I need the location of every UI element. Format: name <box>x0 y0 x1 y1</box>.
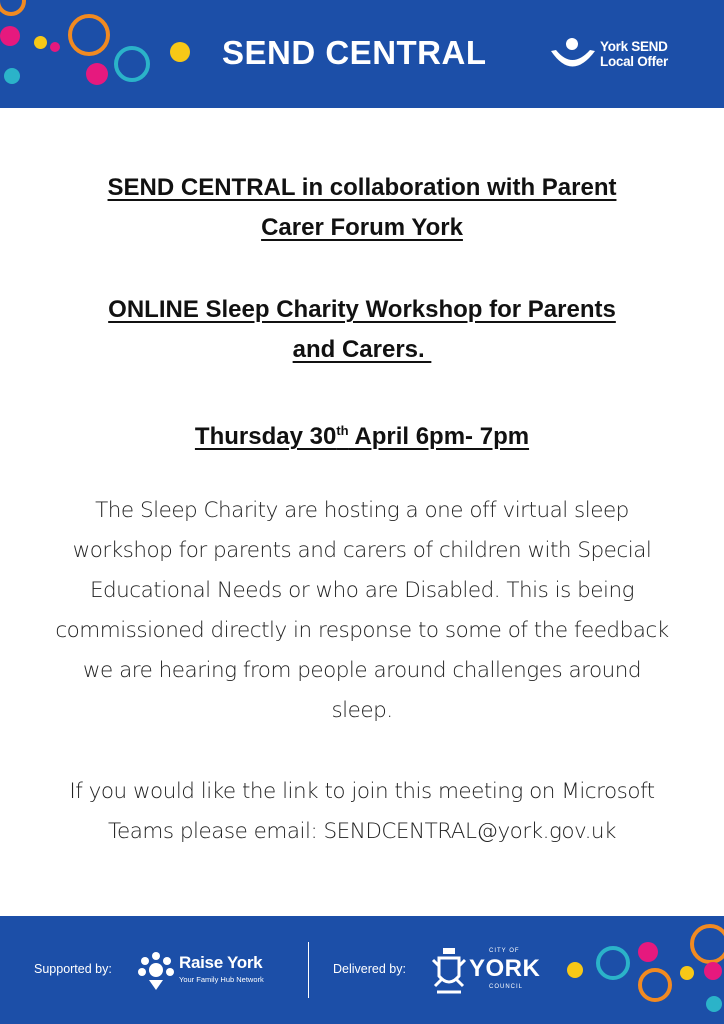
event-date-text <box>195 423 529 450</box>
city-of-york-council-logo <box>431 946 551 1000</box>
raise-york-flower-icon <box>137 950 175 992</box>
footer-ring-orange-2 <box>690 924 724 964</box>
workshop-heading <box>0 290 724 370</box>
description-line: workshop for parents and carers of children with Special <box>72 538 652 563</box>
header-banner <box>0 0 724 108</box>
footer-divider <box>308 942 309 998</box>
description-paragraph <box>14 491 710 731</box>
york-crest-icon <box>431 946 467 996</box>
footer-dot-yellow <box>567 962 583 978</box>
footer-ring-orange <box>638 968 672 1002</box>
footer-dot-pink-2 <box>704 962 722 980</box>
york-send-local-offer-logo <box>548 36 698 76</box>
logo-line-1: York SEND <box>600 39 668 54</box>
decor-dot-yellow <box>34 36 47 49</box>
raise-york-logo <box>137 950 277 994</box>
york-council: COUNCIL <box>489 984 524 990</box>
collaboration-heading-line-2: Carer Forum York <box>261 214 463 241</box>
collaboration-heading-line-1: SEND CENTRAL in collaboration with Parent <box>107 174 617 201</box>
footer-dot-pink <box>638 942 658 962</box>
header-title: SEND CENTRAL <box>222 34 487 71</box>
event-date-rest: April 6pm- 7pm <box>348 423 530 450</box>
description-line: The Sleep Charity are hosting a one off virtual sleep <box>95 498 629 523</box>
description-line: sleep. <box>331 698 393 723</box>
york-city-of: CITY OF <box>489 948 520 954</box>
decor-dot-pink-2 <box>86 63 108 85</box>
decor-circle-pink <box>0 26 20 46</box>
event-date-prefix: Thursday 30 <box>194 423 337 450</box>
footer-dot-teal <box>706 996 722 1012</box>
description-line: commissioned directly in response to some of the feedback <box>55 618 669 643</box>
decor-ring-teal <box>114 46 150 82</box>
event-date <box>0 411 724 457</box>
description-line: we are hearing from people around challenges around <box>82 658 642 683</box>
event-date-suffix: th <box>336 423 349 438</box>
description-line: Educational Needs or who are Disabled. This is being <box>89 578 635 603</box>
decor-dot-pink <box>50 42 60 52</box>
logo-line-2: Local Offer <box>600 54 668 69</box>
footer-ring-teal <box>596 946 630 980</box>
decor-ring-orange <box>0 0 26 16</box>
workshop-heading-line-1: ONLINE Sleep Charity Workshop for Parents <box>108 296 616 323</box>
york-name: YORK <box>469 955 541 982</box>
contact-line: If you would like the link to join this meeting on Microsoft <box>69 779 655 804</box>
raise-york-name: Raise York <box>179 953 263 972</box>
decor-dot-teal <box>4 68 20 84</box>
decor-ring-orange-2 <box>68 14 110 56</box>
contact-line: Teams please email: SENDCENTRAL@york.gov.uk <box>108 819 616 844</box>
decor-dot-yellow-2 <box>170 42 190 62</box>
raise-york-tagline: Your Family Hub Network <box>179 975 264 984</box>
footer-dot-yellow-2 <box>680 966 694 980</box>
contact-paragraph <box>14 772 710 852</box>
person-icon <box>548 36 598 76</box>
logo-text <box>600 39 668 69</box>
supported-by-label: Supported by: <box>34 962 112 976</box>
footer-banner <box>0 916 724 1024</box>
delivered-by-label: Delivered by: <box>333 962 406 976</box>
workshop-heading-line-2: and Carers. <box>292 336 432 363</box>
collaboration-heading <box>0 168 724 248</box>
